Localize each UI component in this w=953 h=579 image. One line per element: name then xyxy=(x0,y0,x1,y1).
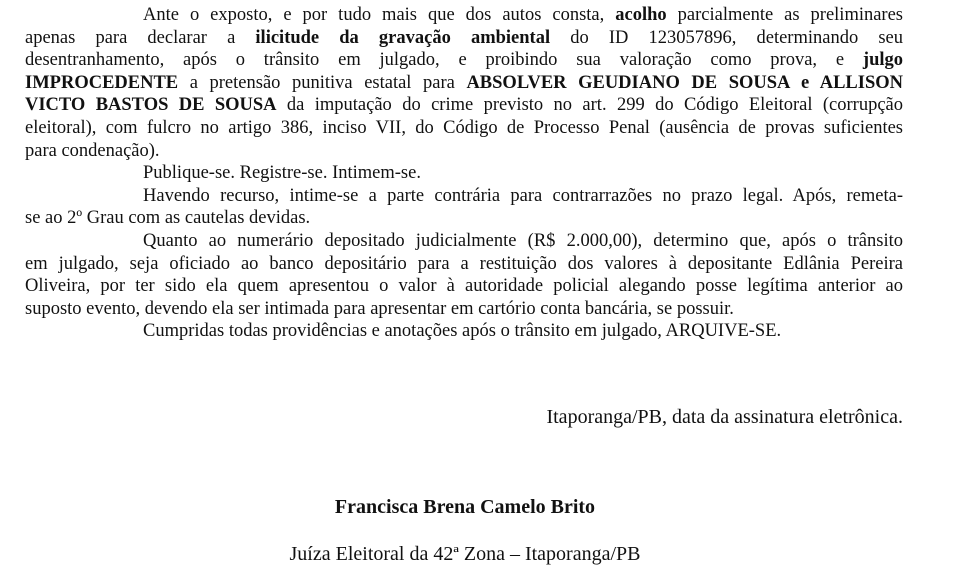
paragraph-line: Havendo recurso, intime-se a parte contrária para contrarrazões no prazo legal. Após, remeta- xyxy=(143,185,903,206)
place-date-line: Itaporanga/PB, data da assinatura eletrônica. xyxy=(546,406,903,428)
signatory-role: Juíza Eleitoral da 42ª Zona – Itaporanga/PB xyxy=(289,543,641,565)
paragraph-line: para condenação). xyxy=(25,140,160,161)
paragraph-line: Oliveira, por ter sido ela quem apresentou o valor à autoridade policial alegando posse legítima anterior ao xyxy=(25,276,903,297)
paragraph-line: apenas para declarar a ilicitude da gravação ambiental do ID 123057896, determinando seu xyxy=(25,27,903,48)
paragraph-line: Quanto ao numerário depositado judicialmente (R$ 2.000,00), determino que, após o trânsito xyxy=(143,230,903,251)
paragraph-line: Ante o exposto, e por tudo mais que dos autos consta, acolho parcialmente as preliminares xyxy=(143,5,904,25)
signatory-name: Francisca Brena Camelo Brito xyxy=(334,496,596,518)
paragraph-line: se ao 2º Grau com as cautelas devidas. xyxy=(25,208,311,229)
paragraph-line: Publique-se. Registre-se. Intimem-se. xyxy=(143,163,421,184)
paragraph-line: VICTO BASTOS DE SOUSA da imputação do crime previsto no art. 299 do Código Eleitoral (corrupção xyxy=(25,95,904,116)
decision-text xyxy=(25,4,903,343)
paragraph-line: Cumpridas todas providências e anotações após o trânsito em julgado, ARQUIVE-SE. xyxy=(143,321,782,342)
paragraph-line: eleitoral), com fulcro no artigo 386, inciso VII, do Código de Processo Penal (ausência de provas suficientes xyxy=(25,117,903,138)
paragraph-line: IMPROCEDENTE a pretensão punitiva estatal para ABSOLVER GEUDIANO DE SOUSA e ALLISON xyxy=(25,72,903,93)
paragraph-line: desentranhamento, após o trânsito em julgado, e proibindo sua valoração como prova, e julgo xyxy=(25,50,903,71)
paragraph-line: em julgado, seja oficiado ao banco depositário para a restituição dos valores à depositante Edlânia Pereira xyxy=(25,253,903,274)
paragraph-line: suposto evento, devendo ela ser intimada para apresentar em cartório conta bancária, se possuir. xyxy=(25,298,734,319)
